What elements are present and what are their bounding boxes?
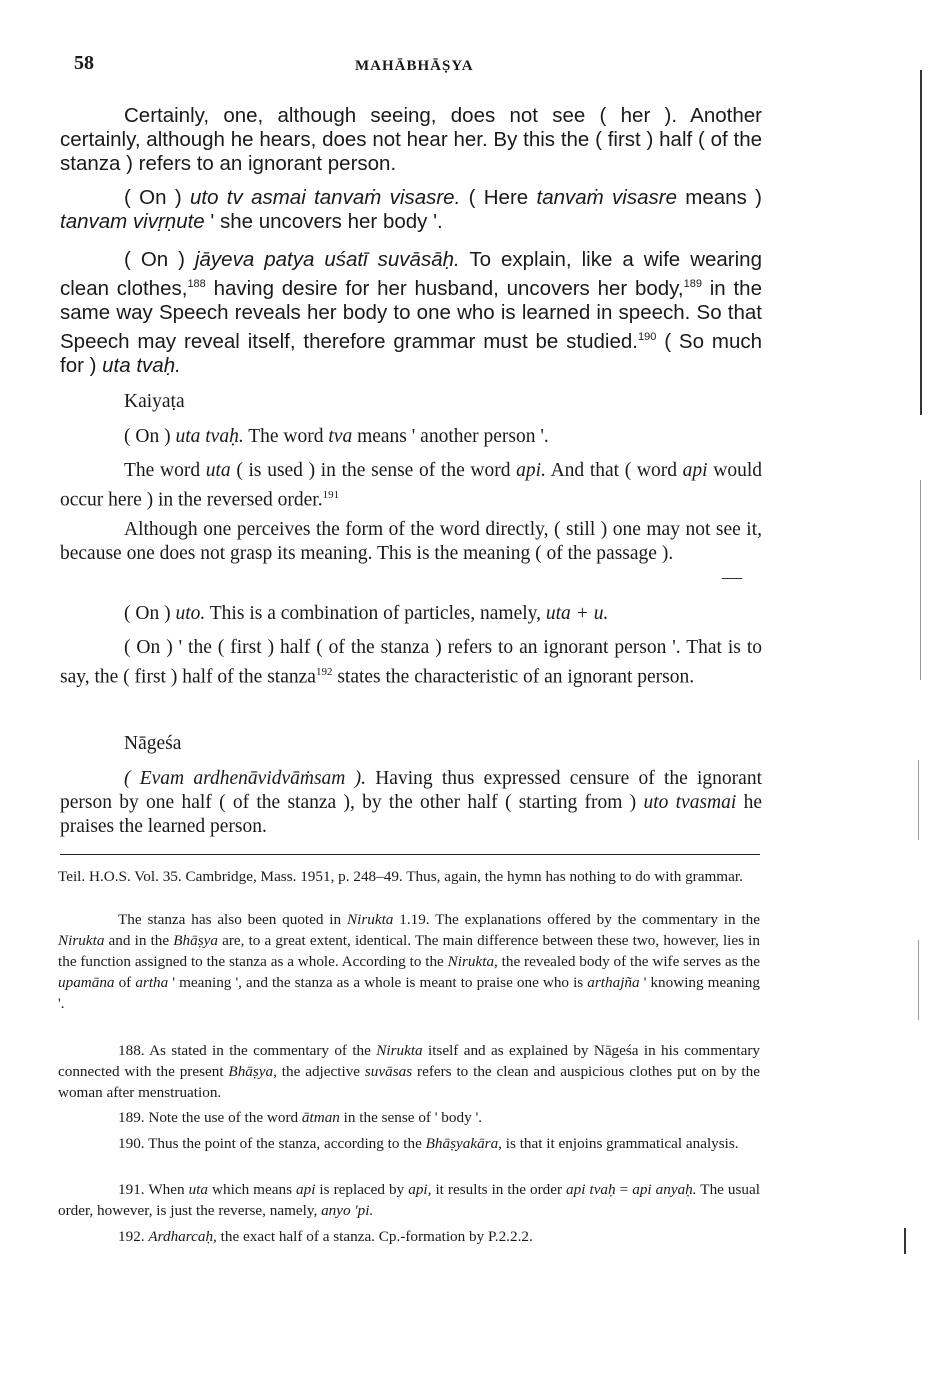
paragraph-4: ( On ) uta tvaḥ. The word tva means ' another person '. <box>124 426 549 447</box>
footnote-190: 190. Thus the point of the stanza, according to the Bhāṣyakāra, is that it enjoins grammatical analysis. <box>118 1135 739 1152</box>
footnote-continuation: Teil. H.O.S. Vol. 35. Cambridge, Mass. 1951, p. 248–49. Thus, again, the hymn has nothing to do with grammar. <box>58 868 743 885</box>
scan-dash-mark <box>722 578 742 579</box>
footnote-192: 192. Ardharcaḥ, the exact half of a stanza. Cp.-formation by P.2.2.2. <box>118 1228 533 1245</box>
scan-margin-line-2 <box>920 480 921 680</box>
footnote-189: 189. Note the use of the word ātman in the sense of ' body '. <box>118 1109 483 1126</box>
paragraph-9: ( Evam ardhenāvidvāṁsam ). Having thus expressed censure of the ignorant person by one half ( of the stanza ), by the other half ( starting from ) uto tvasmai he praises the learned person. <box>60 768 762 837</box>
scan-margin-line-3 <box>918 760 919 840</box>
running-head: MAHĀBHĀṢYA <box>355 58 474 74</box>
footnote-rule <box>60 854 760 855</box>
paragraph-6: Although one perceives the form of the word directly, ( still ) one may not see it, because one does not grasp its meaning. This is the meaning ( of the passage ). <box>60 519 762 564</box>
paragraph-8: ( On ) ' the ( first ) half ( of the stanza ) refers to an ignorant person '. That is to say, the ( first ) half of the stanza$^{192}$ states the characteristic of an ignorant person. <box>60 637 762 688</box>
paragraph-1: Certainly, one, although seeing, does not see ( her ). Another certainly, although he hears, does not hear her. By this the ( first ) half ( of the stanza ) refers to an ignorant person. <box>60 104 762 175</box>
paragraph-7: ( On ) uto. This is a combination of particles, namely, uta + u. <box>124 603 609 624</box>
page-number: 58 <box>74 52 94 74</box>
paragraph-5: The word uta ( is used ) in the sense of the word api. And that ( word api would occur here ) in the reversed order.$^{191}$ <box>60 460 762 511</box>
heading-kaiyata: Kaiyaṭa <box>124 391 185 412</box>
scan-margin-line <box>920 70 922 415</box>
footnote-188: 188. As stated in the commentary of the Nirukta itself and as explained by Nāgeśa in his commentary connected with the present Bhāṣya, the adjective suvāsas refers to the clean and auspicious clothes put on by the woman after menstruation. <box>58 1042 761 1101</box>
scan-margin-tick <box>904 1228 906 1254</box>
footnote-191: 191. When uta which means api is replaced by api, it results in the order api tvaḥ = api anyaḥ. The usual order, however, is just the reverse, namely, anyo 'pi. <box>58 1181 760 1219</box>
heading-nagesa: Nāgeśa <box>124 733 182 754</box>
footnote-continuation-2: The stanza has also been quoted in Nirukta 1.19. The explanations offered by the commentary in the Nirukta and in the Bhāṣya are, to a great extent, identical. The main difference between these two, however, lies in the function assigned to the stanza as a whole. According to the Nirukta, the revealed body of the wife serves as the upamāna of artha ' meaning ', and the stanza as a whole is meant to praise one who is arthajña ' knowing meaning '. <box>58 911 760 1012</box>
scan-margin-line-4 <box>918 940 919 1020</box>
paragraph-2: ( On ) uto tv asmai tanvaṁ visasre. ( Here tanvaṁ visasre means ) tanvam vivṛṇute ' she uncovers her body '. <box>60 186 762 233</box>
paragraph-3: ( On ) jāyeva patya uśatī suvāsāḥ. To explain, like a wife wearing clean clothes,$^{188}$ having desire for her husband, uncovers her body,$^{189}$ in the same way Speech reveals her body to one who is learned in speech. So that Speech may reveal itself, therefore grammar must be studied.$^{190}$ ( So much for ) uta tvaḥ. <box>60 248 763 377</box>
